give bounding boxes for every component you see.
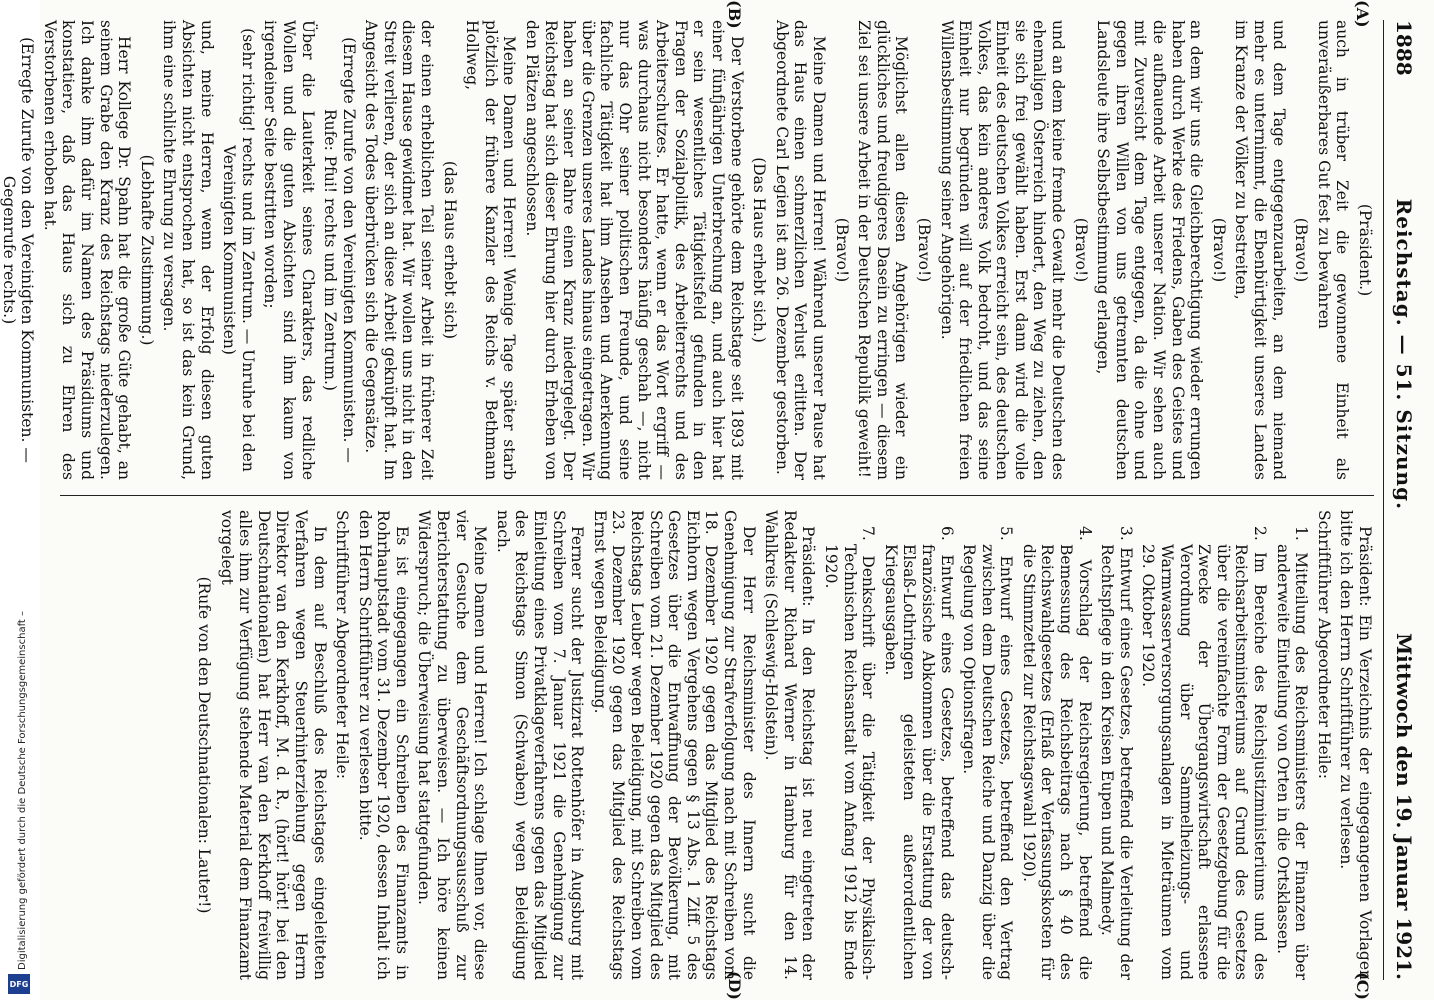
list-item: 6. Entwurf eines Gesetzes, betreffend das deutsch-französische Abkommen über die Erstattung der von Elsaß-Lothringen geleisteten außerordentlichen Kriegsausgaben. — [881, 526, 956, 980]
paragraph: In dem auf Beschluß des Reichstages eingeleiteten Verfahren wegen Steuerhinterziehung gegen Herrn Direktor van den Kerkhoff, M. d. R., (hört! hört! bei den Deutschnationalen) hat Herr van den Kerkhoff freiwillig alles ihm zur Verfügung stehende Material dem Finanzamt vorgelegt — [217, 510, 329, 980]
list-item: 1. Mitteilung des Reichsministers der Finanzen über anderweite Einteilung von Orten in die Ortsklassen. — [1273, 526, 1311, 980]
paragraph: Es ist eingegangen ein Schreiben des Finanzamts in Rohrhauptstadt vom 31. Dezember 1920, dessen Inhalt ich den Herrn Schriftführer zu verlesen bitte. — [355, 510, 411, 980]
margin-marker-d: (D) — [725, 970, 744, 1000]
paragraph: und, meine Herren, wenn der Erfolg diesen guten Absichten nicht entsprochen hat, so ist das kein Grund, ihm eine schlichte Ehrung zu versagen. — [160, 20, 216, 480]
paragraph: Schriftführer Abgeordneter Heile: — [1314, 510, 1333, 780]
page-number: 1888 — [1392, 20, 1416, 76]
interjection: (Rufe von den Deutschnationalen: Lauter!) — [194, 576, 213, 914]
paragraph: der einen erheblichen Teil seiner Arbeit in früherer Zeit diesem Hause gewidmet hat. Wir wollen uns nicht in den Streit verlieren, der sich an diese Arbeit geknüpft hat. Im Angesicht des Todes überbrücken sich die Gegensätze. — [362, 20, 437, 480]
paragraph: Der Verstorbene gehörte dem Reichstage seit 1893 mit einer fünfjährigen Unterbrechung an, und auch hier hat er sein wesentliches Tätigkeitsfeld gefunden in den Fragen der Sozialpolitik, des Arbeiterrechts und des Arbeiterschutzes. Er hatte, wenn er das Wort ergriff — was durchaus nicht besonders häufig geschah —, nicht nur das Ohr seiner politischen Freunde, und seine fachliche Tätigkeit hat ihm Ansehen und Anerkennung über die Grenzen unseres Landes hinaus eingetragen. Wir haben an seiner Bahre einen Kranz niedergelegt. Der Reichstag hat sich dieser Ehrung hier durch Erheben von den Plätzen angeschlossen. — [523, 20, 746, 480]
interjection: (sehr richtig! rechts und im Zentrum. — Unruhe bei den Vereinigten Kommunisten) — [220, 28, 257, 472]
digitization-credit: Digitalisierung gefördert durch die Deutsche Forschungsgemeinschaft – — [17, 610, 28, 970]
paragraph: und an dem keine fremde Gewalt mehr die Deutschen des ehemaligen Österreich hindert, den Weg zu ziehen, den sie sich frei gewählt haben. Erst dann wird die volle Einheit des deutschen Volkes erreicht sein, des deutschen Volkes, das kein anderes Volk bedroht, und das seine Einheit nur begründen will auf der friedlichen freien Willensbestimmung seiner Angehörigen. — [937, 20, 1068, 480]
margin-marker-a: (A) — [1353, 0, 1372, 28]
paragraph: Schriftführer Abgeordneter Heile: — [333, 510, 352, 780]
paragraph: Möglichst allen diesen Angehörigen wieder ein glückliches und freudigeres Dasein zu erringen — diesem Ziel sei unsere Arbeit in der Deutschen Republik geweiht! — [855, 20, 911, 480]
session-date: Mittwoch den 19. Januar 1921. — [1392, 632, 1416, 980]
interjection: (Bravo!) — [914, 217, 933, 283]
list-item: 5. Entwurf eines Gesetzes, betreffend den Vertrag zwischen dem Deutschen Reiche und Danzig über die Regelung von Optionsfragen. — [960, 526, 1016, 980]
right-text-column — [50, 510, 1374, 980]
paragraph: auch in trüber Zeit die gewonnene Einheit als unveräußerbares Gut fest zu bewahren — [1314, 20, 1352, 480]
paragraph: Meine Damen und Herren! Wenige Tage später starb plötzlich der frühere Kanzler des Reichs v. Bethmann Hollweg, — [463, 20, 519, 480]
list-item: 2. Im Bereiche des Reichsjustizministeriums und des Reichsarbeitsministeriums auf Grund des Gesetzes über die vereinfachte Form der Gesetzgebung für die Zwecke der Übergangswirtschaft erlassene Verordnung über Sammelheizungs- und Warmwasserversorgungsanlagen in Mieträumen vom 29. Oktober 1920. — [1139, 526, 1270, 980]
interjection: (Präsident.) — [1356, 203, 1374, 297]
paragraph: Präsident: Ein Verzeichnis der eingegangenen Vorlagen bitte ich den Herrn Schriftführer zu verlesen. — [1337, 510, 1374, 980]
paragraph: Der Herr Reichsminister des Innern sucht die Genehmigung zur Strafverfolgung nach mit Schreiben vom 18. Dezember 1920 gegen das Mitglied des Reichstags Eichhorn wegen Vergehens gegen § 13 Abs. 1 Ziff. 5 des Gesetzes über die Entwaffnung der Bevölkerung, mit Schreiben vom 21. Dezember 1920 gegen das Mitglied des Reichstags Leuber wegen Beleidigung, mit Schreiben vom 23. Dezember 1920 gegen das Mitglied des Reichstags Ernst wegen Beleidigung. — [590, 510, 758, 980]
margin-marker-b: (B) — [725, 0, 744, 29]
left-text-column — [0, 20, 1374, 480]
list-item: 4. Vorschlag der Reichsregierung, betreffend die Bemessung des Reichsbeitrags nach § 40 des Reichswahlgesetzes (Erlaß der Verfassungskosten für die Stimmzettel zur Reichstagswahl 1920). — [1019, 526, 1094, 980]
paragraph: und dem Tage entgegenzuarbeiten, an dem niemand mehr es unternimmt, die Ebenbürtigkeit unseres Landes im Kranze der Völker zu bestreiten, — [1232, 20, 1288, 480]
list-item: 7. Denkschrift über die Tätigkeit der Physikalisch-Technischen Reichsanstalt vom Anfang 1912 bis Ende 1920. — [821, 526, 878, 980]
column-divider — [60, 495, 1374, 496]
interjection: (Bravo!) — [1209, 217, 1228, 283]
paragraph: Herr Kollege Dr. Spahn hat die große Güte gehabt, an seinem Grabe den Kranz des Reichstags niederzulegen. Ich danke ihm dafür im Namen des Präsidiums und konstatiere, daß das Haus sich zu Ehren des Verstorbenen erhoben hat. — [40, 20, 134, 480]
page-header — [1383, 20, 1424, 980]
interjection: (Bravo!) — [832, 217, 851, 283]
list-item: 3. Entwurf eines Gesetzes, betreffend die Verleitung der Rechtspflege in den Kreisen Eupen und Malmedy. — [1098, 526, 1135, 980]
session-title: Reichstag. — 51. Sitzung. — [1392, 198, 1416, 511]
interjection: (Bravo!) — [1292, 217, 1311, 283]
paragraph: Präsident: In den Reichstag ist neu eingetreten der Redakteur Richard Werner in Hamburg für den 14. Wahlkreis (Schleswig-Holstein). — [762, 510, 818, 980]
margin-marker-c: (C) — [1353, 972, 1372, 1000]
paragraph: Über die Lauterkeit seines Charakters, das redliche Wollen und die guten Absichten sind ihm kaum von irgendeiner Seite bestritten worden; — [261, 20, 317, 480]
interjection: (Erregte Zurufe von den Vereinigten Kommunisten. — Rufe: Pfui! rechts und im Zentrum.) — [321, 37, 358, 463]
interjection: (Bravo!) — [1071, 217, 1090, 283]
paragraph: Meine Damen und Herren! Ich schlage Ihnen vor, diese vier Gesuche dem Geschäftsordnungsausschuß zur Berichterstattung zu überweisen. — Ich höre keinen Widerspruch; die Überweisung hat stattgefunden. — [415, 510, 490, 980]
interjection: (Das Haus erhebt sich.) — [750, 157, 769, 343]
dfg-logo: DFG — [8, 974, 30, 994]
interjection: (das Haus erhebt sich) — [440, 160, 459, 340]
paragraph: an dem wir uns die Gleichberechtigung wieder errungen haben durch Werke des Friedens, Gaben des Geistes und die aufbauende Arbeit unserer Nation. Wir sehen auch mit Zuversicht dem Tage entgegen, da die ohne und gegen ihren Willen von uns getrennten deutschen Landsleute ihre Selbstbestimmung erlangen, — [1094, 20, 1206, 480]
paragraph: Ferner sucht der Justizrat Rottenhöfer in Augsburg mit Schreiben vom 7. Januar 1921 die Genehmigung zur Einleitung eines Privatklageverfahrens gegen das Mitglied des Reichstags Simon (Schwaben) wegen Beleidigung nach. — [493, 510, 587, 980]
interjection: (Erregte Zurufe von den Vereinigten Kommunisten. — Gegenrufe rechts.) — [0, 37, 37, 463]
paragraph: Meine Damen und Herren! Während unserer Pause hat das Haus einen schmerzlichen Verlust erlitten. Der Abgeordnete Carl Legien ist am 26. Dezember gestorben. — [772, 20, 828, 480]
interjection: (Lebhafte Zustimmung.) — [137, 154, 156, 346]
